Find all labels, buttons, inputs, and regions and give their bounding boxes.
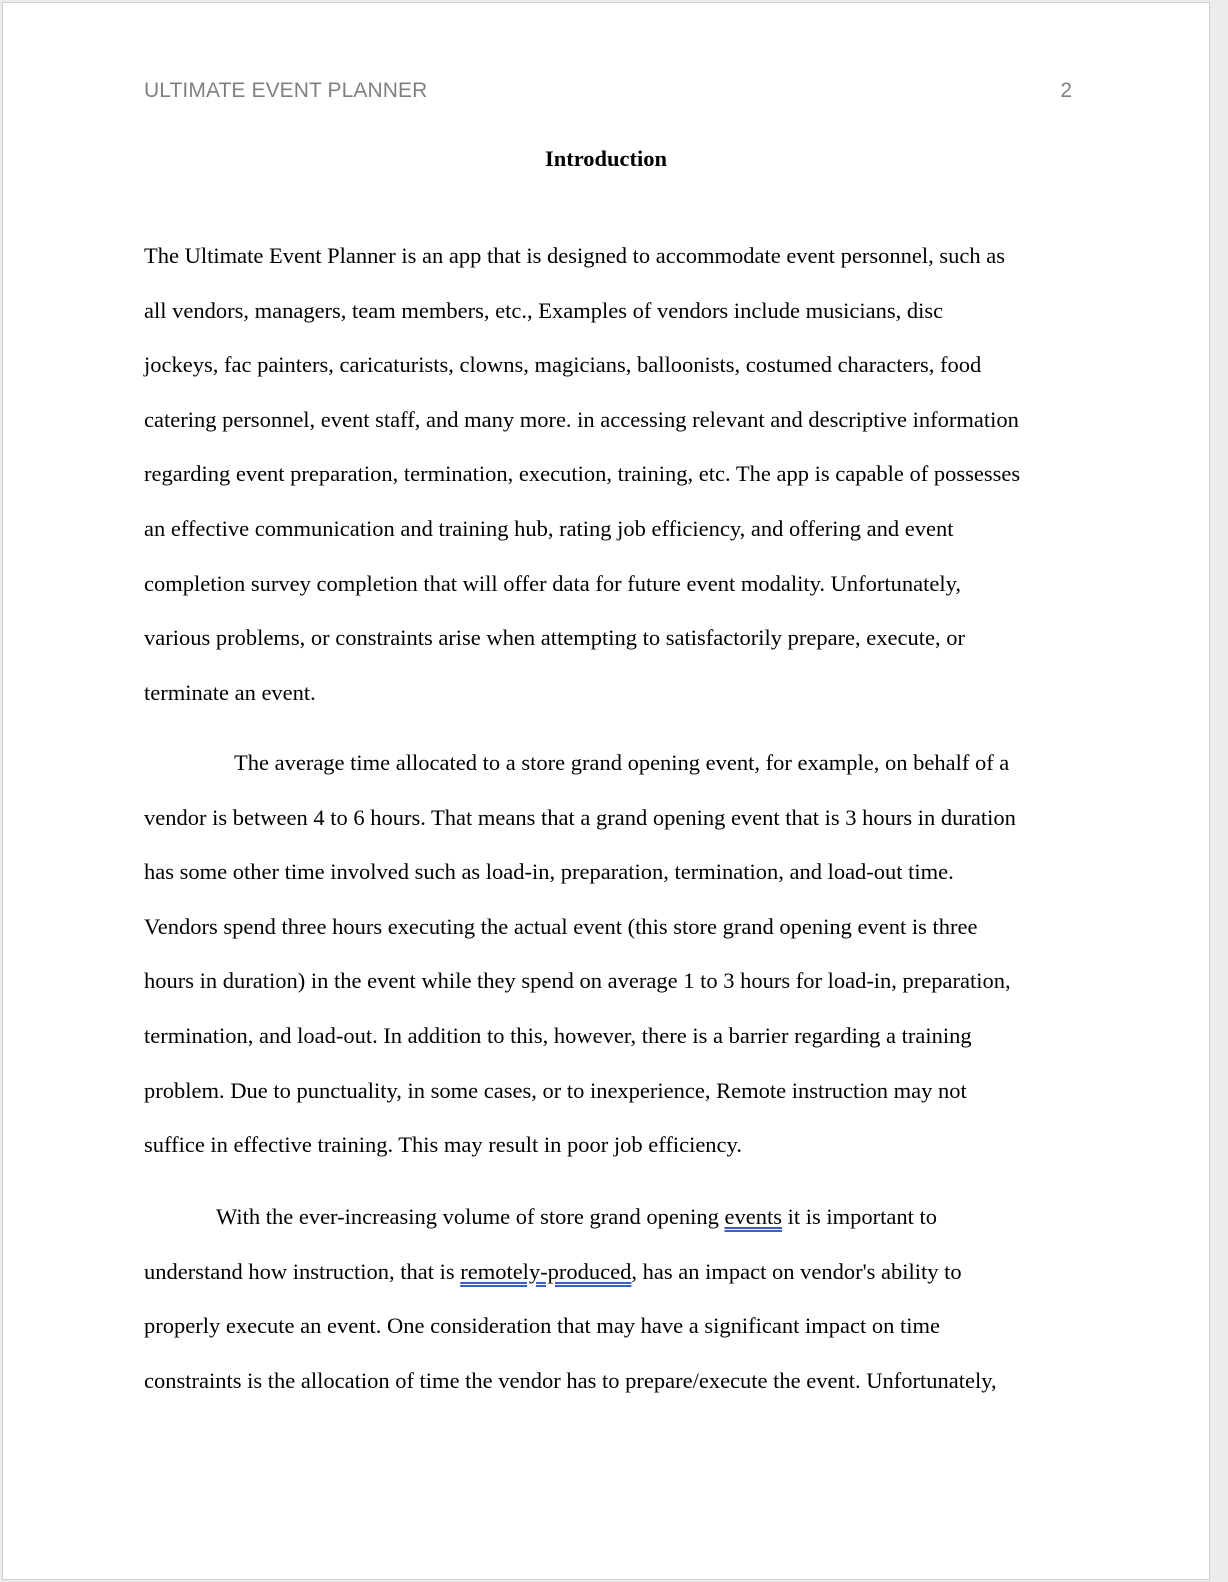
text-line: an effective communication and training hub, rating job efficiency, and offering and event bbox=[144, 516, 954, 541]
section-heading: Introduction bbox=[544, 146, 668, 171]
text-line: catering personnel, event staff, and many more. in accessing relevant and descriptive information bbox=[144, 407, 1019, 432]
text-line: problem. Due to punctuality, in some cases, or to inexperience, Remote instruction may not bbox=[144, 1078, 967, 1103]
flagged-word[interactable]: events bbox=[724, 1204, 782, 1229]
text-line: suffice in effective training. This may result in poor job efficiency. bbox=[144, 1132, 742, 1157]
text-line: The Ultimate Event Planner is an app that is designed to accommodate event personnel, such as bbox=[144, 243, 1005, 268]
text-line: understand how instruction, that is remotely-produced, has an impact on vendor's ability to bbox=[144, 1259, 962, 1284]
document-page bbox=[2, 2, 1210, 1580]
text-line: Vendors spend three hours executing the actual event (this store grand opening event is three bbox=[144, 914, 978, 939]
text-line: The average time allocated to a store grand opening event, for example, on behalf of a bbox=[234, 750, 1010, 775]
text-line: termination, and load-out. In addition to this, however, there is a barrier regarding a training bbox=[144, 1023, 972, 1048]
text-line: various problems, or constraints arise when attempting to satisfactorily prepare, execute, or bbox=[144, 625, 965, 650]
running-head: ULTIMATE EVENT PLANNER bbox=[144, 79, 428, 102]
flagged-word[interactable]: remotely-produced bbox=[460, 1259, 632, 1284]
text-line: properly execute an event. One consideration that may have a significant impact on time bbox=[144, 1313, 940, 1338]
text-line: hours in duration) in the event while they spend on average 1 to 3 hours for load-in, preparation, bbox=[144, 968, 1011, 993]
text-line: constraints is the allocation of time the vendor has to prepare/execute the event. Unfortunately, bbox=[144, 1368, 997, 1393]
text-line: completion survey completion that will offer data for future event modality. Unfortunately, bbox=[144, 571, 962, 596]
text-line: all vendors, managers, team members, etc., Examples of vendors include musicians, disc bbox=[144, 298, 944, 323]
text-line: regarding event preparation, termination, execution, training, etc. The app is capable of possesses bbox=[144, 461, 1021, 486]
text-line: jockeys, fac painters, caricaturists, clowns, magicians, balloonists, costumed characters, food bbox=[144, 352, 982, 377]
text-line: vendor is between 4 to 6 hours. That means that a grand opening event that is 3 hours in duration bbox=[144, 805, 1016, 830]
text-line: With the ever-increasing volume of store grand opening events it is important to bbox=[216, 1204, 937, 1229]
text-line: terminate an event. bbox=[144, 680, 316, 705]
page-number: 2 bbox=[1060, 79, 1072, 102]
text-line: has some other time involved such as load-in, preparation, termination, and load-out time. bbox=[144, 859, 954, 884]
